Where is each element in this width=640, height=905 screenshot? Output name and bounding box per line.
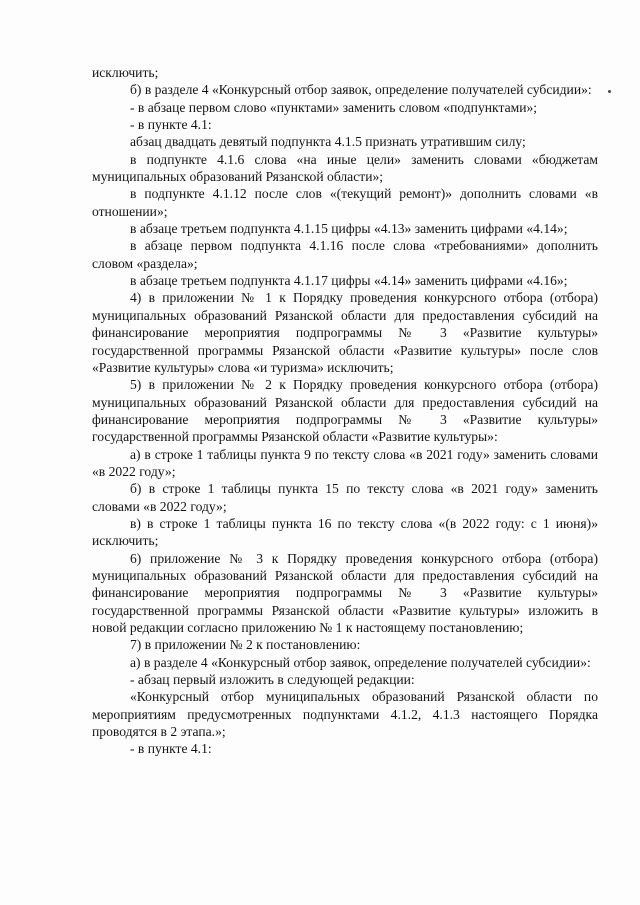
paragraph-3: - в абзаце первом слово «пунктами» заменить словом «подпунктами»; [130,99,538,115]
paragraph-9: в абзаце первом подпункта 4.1.16 после слова «требованиями» дополнить словом «раздела»; [92,238,598,271]
scan-speck [608,90,611,93]
paragraph-12: 5) в приложении № 2 к Порядку проведения конкурсного отбора (отбора) муниципальных образований Рязанской области для предоставления субсидий на финансирование мероприятия подпрограммы № 3 «Развитие культуры» государственной программы Рязанской области «Развитие культуры»: [92,377,598,445]
paragraph-7: в подпункте 4.1.12 после слов «(текущий ремонт)» дополнить словами «в отношении»; [92,186,598,219]
paragraph-20: «Конкурсный отбор муниципальных образований Рязанской области по мероприятиям предусмотренных подпунктами 4.1.2, 4.1.3 настоящего Порядка проводятся в 2 этапа.»; [92,689,598,740]
paragraph-8: в абзаце третьем подпункта 4.1.15 цифры «4.13» заменить цифрами «4.14»; [130,221,568,237]
paragraph-10: в абзаце третьем подпункта 4.1.17 цифры «4.14» заменить цифрами «4.16»; [130,273,568,289]
paragraph-13: а) в строке 1 таблицы пункта 9 по тексту слова «в 2021 году» заменить словами «в 2022 году»; [92,446,598,479]
paragraph-6: в подпункте 4.1.6 слова «на иные цели» заменить словами «бюджетам муниципальных образований Рязанской области»; [92,151,598,185]
paragraph-19: - абзац первый изложить в следующей редакции: [130,672,415,688]
paragraph-17: 7) в приложении № 2 к постановлению: [130,637,361,653]
paragraph-15: в) в строке 1 таблицы пункта 16 по тексту слова «(в 2022 году: с 1 июня)» исключить; [92,515,598,549]
paragraph-11: 4) в приложении № 1 к Порядку проведения конкурсного отбора (отбора) муниципальных образований Рязанской области для предоставления субсидий на финансирование мероприятия подпрограммы № 3 «Развитие культуры» государственной программы Рязанской области «Развитие культуры» после слов «Развитие культуры» слова «и туризма» исключить; [92,290,598,375]
paragraph-2: б) в разделе 4 «Конкурсный отбор заявок, определение получателей субсидии»: [130,82,592,98]
paragraph-14: б) в строке 1 таблицы пункта 15 по тексту слова «в 2021 году» заменить словами «в 2022 году»; [92,481,598,514]
document-body [92,64,598,758]
paragraph-4: - в пункте 4.1: [130,117,212,133]
paragraph-1: исключить; [92,65,159,80]
paragraph-18: а) в разделе 4 «Конкурсный отбор заявок, определение получателей субсидии»: [130,654,591,670]
paragraph-5: абзац двадцать девятый подпункта 4.1.5 признать утратившим силу; [130,134,526,150]
paragraph-16: 6) приложение № 3 к Порядку проведения конкурсного отбора (отбора) муниципальных образований Рязанской области для предоставления субсидий на финансирование мероприятия подпрограммы № 3 «Развитие культуры» государственной программы Рязанской области «Развитие культуры» изложить в новой редакции согласно приложению № 1 к настоящему постановлению; [92,550,598,635]
paragraph-21: - в пункте 4.1: [130,741,212,757]
